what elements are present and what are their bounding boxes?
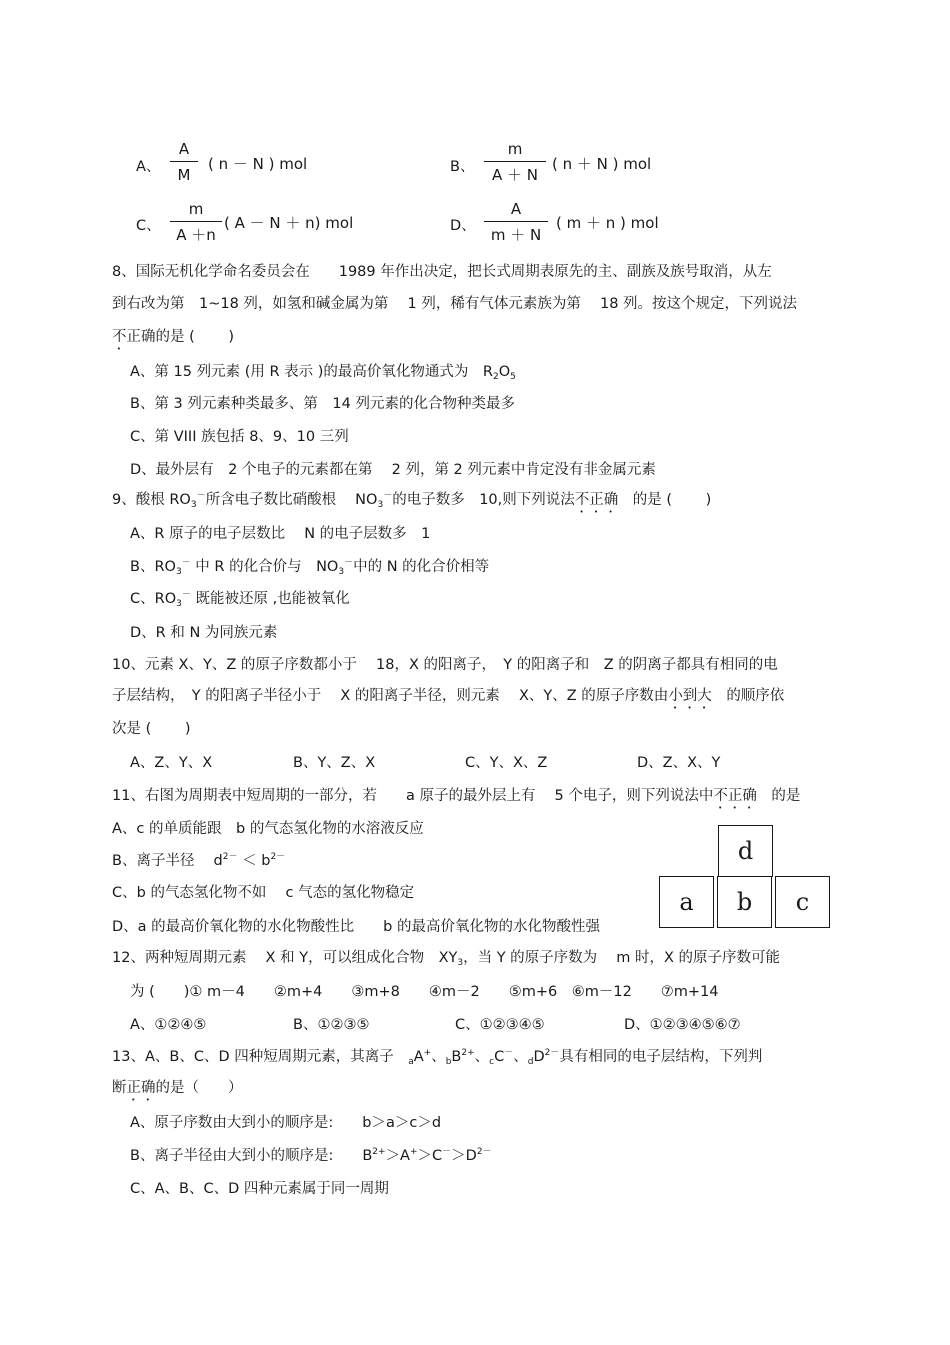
q7-option-d-denominator: m ＋ N [490, 226, 542, 244]
q8-option-b: B、第 3 列元素种类最多、第 14 列元素的化合物种类最多 [130, 396, 515, 412]
q8-option-c: C、第 VIII 族包括 8、9、10 三列 [130, 429, 349, 445]
q7-option-b-tail: ( n ＋ N ) mol [552, 155, 652, 173]
q10-option-d: D、Z、X、Y [637, 755, 721, 771]
q8-stem-line1: 8、国际无机化学命名委员会在 1989 年作出决定，把长式周期表原先的主、副族及族号取消，从左 [112, 264, 772, 280]
q11-option-d: D、a 的最高价氧化物的水化物酸性比 b 的最高价氧化物的水化物酸性强 [112, 919, 600, 935]
q13-stem-line2: 断正确的是（ ） [112, 1080, 243, 1096]
table-cell-d: d [718, 825, 773, 877]
q13-option-c: C、A、B、C、D 四种元素属于同一周期 [130, 1181, 389, 1197]
q10-stem-line1: 10、元素 X、Y、Z 的原子序数都小于 18，X 的阳离子， Y 的阳离子和 Z 的阴离子都具有相同的电 [112, 657, 778, 673]
q7-option-d-label: D、 [450, 218, 476, 234]
q8-stem-line3: 不正确的是 ( ) [112, 329, 235, 345]
q7-option-a-denominator: M [177, 166, 191, 184]
q7-option-a-tail: ( n － N ) mol [208, 155, 308, 173]
q11-stem: 11、右图为周期表中短周期的一部分，若 a 原子的最外层上有 5 个电子，则下列说法中不正确 的是 [112, 788, 801, 804]
q7-option-c-label: C、 [136, 218, 161, 234]
q7-option-d-tail: ( m ＋ n ) mol [556, 214, 659, 232]
q10-option-a: A、Z、Y、X [130, 755, 213, 771]
q9-stem: 9、酸根 $RO_3^-$所含电子数比硝酸根 $NO_3^-$的电子数多 10,则下列说法不正确 的是 ( ) [112, 491, 712, 510]
q12-option-c: C、①②③④⑤ [455, 1017, 545, 1033]
q7-option-b-fraction [484, 140, 546, 184]
table-cell-b: b [717, 876, 772, 928]
q12-option-d: D、①②③④⑤⑥⑦ [624, 1017, 741, 1033]
q7-option-b-denominator: A ＋ N [491, 166, 539, 184]
q7-option-d-fraction [484, 200, 548, 244]
q13-option-b: B、离子半径由大到小的顺序是: $B^{2+}>A^+>C^->D^{2-}$ [130, 1147, 492, 1164]
q11-option-b: B、离子半径 $d^{2-} < b^{2-}$ [112, 852, 286, 869]
q12-stem-line2: 为 ( )① m－4 ②m+4 ③m+8 ④m－2 ⑤m+6 ⑥m－12 ⑦m+14 [130, 984, 719, 1000]
q10-option-b: B、Y、Z、X [293, 755, 376, 771]
q7-option-b-label: B、 [450, 159, 475, 175]
q7-option-b-numerator: m [507, 140, 523, 158]
q7-option-d-numerator: A [510, 200, 522, 218]
q7-option-a-fraction [170, 140, 198, 184]
q11-option-a: A、c 的单质能跟 b 的气态氢化物的水溶液反应 [112, 821, 424, 837]
q7-option-c-numerator: m [188, 200, 204, 218]
q9-option-b: B、$RO_3^-$ 中 R 的化合价与 $NO_3^-$中的 N 的化合价相等 [130, 558, 490, 577]
q12-stem-line1: 12、两种短周期元素 X 和 Y，可以组成化合物 $XY_3$，当 Y 的原子序数为 m 时，X 的原子序数可能 [112, 950, 781, 968]
q13-stem-line1: 13、A、B、C、D 四种短周期元素，其离子 $_a$A+、$_bB^{2+}$、$_c$C－、$_dD^{2-}$具有相同的电子层结构，下列判 [112, 1048, 763, 1067]
q7-option-a-label: A、 [136, 159, 161, 175]
q9-option-d: D、R 和 N 为同族元素 [130, 625, 278, 641]
q8-option-a: A、第 15 列元素 (用 R 表示 )的最高价氧化物通式为 $R_2O_5$ [130, 364, 516, 382]
q13-option-a: A、原子序数由大到小的顺序是: b＞a＞c＞d [130, 1115, 442, 1131]
q12-option-b: B、①②③⑤ [293, 1017, 370, 1033]
q10-stem-line2: 子层结构， Y 的阳离子半径小于 X 的阳离子半径，则元素 X、Y、Z 的原子序数由小到大 的顺序依 [112, 688, 785, 704]
q8-stem-line2: 到右改为第 1~18 列，如氢和碱金属为第 1 列，稀有气体元素族为第 18 列。按这个规定，下列说法 [112, 296, 798, 312]
q7-option-c-fraction [170, 200, 222, 244]
q12-option-a: A、①②④⑤ [130, 1017, 207, 1033]
q7-option-a-numerator: A [178, 140, 190, 158]
table-cell-a: a [659, 876, 714, 928]
q7-option-c-tail: ( A － N ＋ n) mol [224, 214, 354, 232]
q9-option-a: A、R 原子的电子层数比 N 的电子层数多 1 [130, 526, 431, 542]
q7-option-c-denominator: A ＋n [176, 226, 216, 244]
table-cell-c: c [775, 876, 830, 928]
q8-option-d: D、最外层有 2 个电子的元素都在第 2 列，第 2 列元素中肯定没有非金属元素 [130, 462, 656, 478]
q9-option-c: C、$RO_3^-$ 既能被还原 ,也能被氧化 [130, 590, 350, 609]
q10-option-c: C、Y、X、Z [465, 755, 548, 771]
q10-stem-line3: 次是 ( ) [112, 721, 191, 737]
q11-option-c: C、b 的气态氢化物不如 c 气态的氢化物稳定 [112, 885, 415, 901]
